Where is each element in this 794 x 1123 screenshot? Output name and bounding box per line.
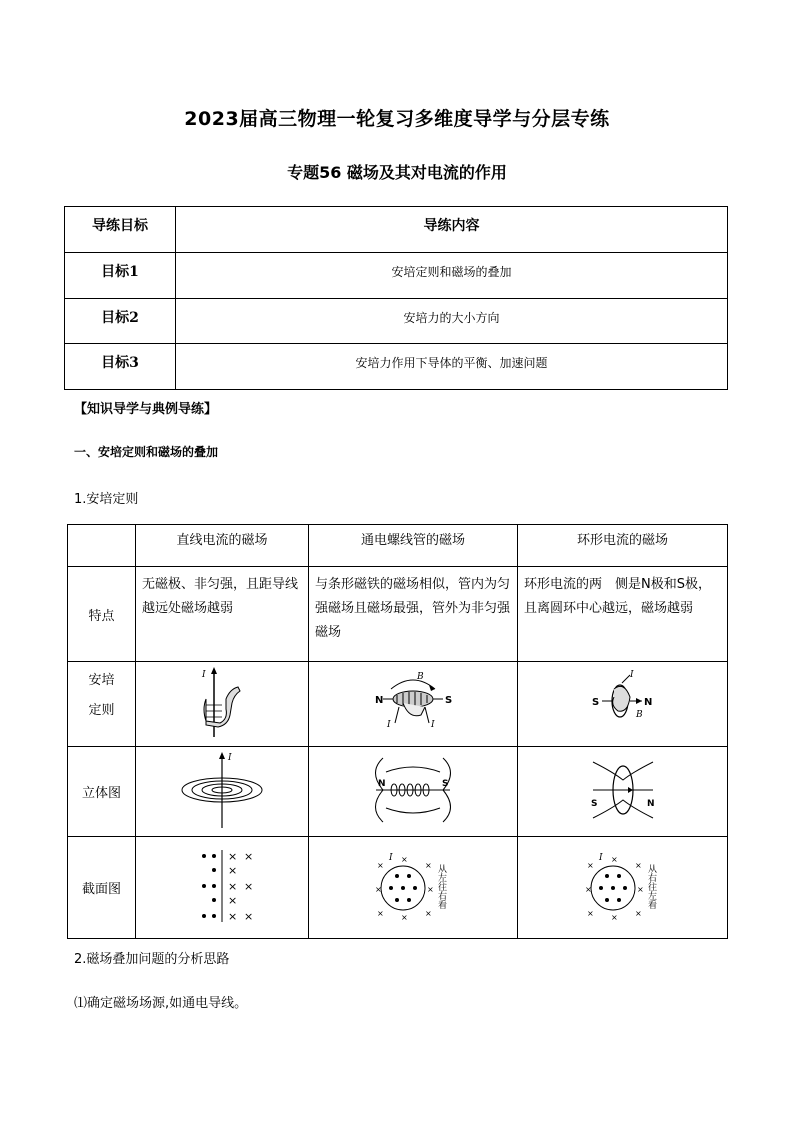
- row-label-cross-section: 截面图: [68, 837, 136, 939]
- svg-text:×: ×: [228, 893, 238, 907]
- north-label: N: [375, 695, 384, 706]
- field-label: B: [635, 710, 643, 720]
- svg-text:×: ×: [375, 884, 382, 894]
- magnetic-field-table: [67, 524, 728, 939]
- svg-text:×: ×: [244, 879, 254, 893]
- empty-corner-cell: [68, 525, 136, 567]
- goal-label: 目标3: [65, 344, 176, 390]
- col-solenoid-header: 通电螺线管的磁场: [309, 525, 518, 567]
- ring-3d-figure: [518, 747, 728, 837]
- ring-hand-figure: [518, 662, 728, 747]
- north-label: N: [643, 697, 652, 708]
- current-label: I: [598, 852, 603, 863]
- goals-row: [65, 344, 728, 390]
- current-label: I: [387, 720, 391, 730]
- feature-straight: 无磁极、非匀强，且距导线越远处磁场越弱: [136, 567, 309, 662]
- straight-section-figure: [136, 837, 309, 939]
- goals-col2-header: 导练内容: [176, 207, 728, 253]
- south-label: S: [442, 778, 449, 789]
- svg-text:×: ×: [244, 909, 254, 923]
- ampere-label-line2: 定则: [88, 703, 115, 718]
- current-label: I: [389, 852, 393, 863]
- field-label: B: [417, 672, 424, 682]
- svg-text:×: ×: [228, 879, 238, 893]
- concentric-field-lines-icon: [172, 750, 272, 830]
- 3d-view-row: [68, 747, 728, 837]
- goal-content: 安培定则和磁场的叠加: [176, 252, 728, 298]
- goal-content: 安培力作用下导体的平衡、加速问题: [176, 344, 728, 390]
- svg-text:×: ×: [610, 854, 618, 864]
- goals-header-row: [65, 207, 728, 253]
- goal-content: 安培力的大小方向: [176, 298, 728, 344]
- topic-subtitle: 专题56 磁场及其对电流的作用: [287, 163, 507, 182]
- north-label: N: [378, 778, 386, 789]
- feature-solenoid: 与条形磁铁的磁场相似，管内为匀强磁场且磁场最强，管外为非匀强磁场: [309, 567, 518, 662]
- right-hand-ring-icon: [578, 667, 668, 737]
- svg-text:×: ×: [636, 884, 644, 894]
- ampere-label-line1: 安培: [88, 673, 115, 688]
- north-label: N: [646, 798, 655, 809]
- item-one-heading: 1.安培定则: [74, 492, 139, 507]
- south-label: S: [590, 798, 597, 809]
- straight-3d-figure: [136, 747, 309, 837]
- goals-row: [65, 252, 728, 298]
- view-direction-label: 从右往左看: [645, 863, 656, 909]
- goals-row: [65, 298, 728, 344]
- svg-text:×: ×: [377, 908, 384, 918]
- svg-text:×: ×: [228, 849, 238, 863]
- ampere-rule-row: [68, 662, 728, 747]
- svg-text:×: ×: [586, 908, 594, 918]
- current-label: I: [629, 670, 634, 680]
- straight-hand-figure: [136, 662, 309, 747]
- ring-section-icon: [573, 848, 673, 924]
- ring-field-lines-icon: [573, 752, 673, 828]
- paragraph-2: 2.磁场叠加问题的分析思路: [74, 952, 230, 967]
- current-label: I: [431, 720, 435, 730]
- svg-text:×: ×: [377, 860, 384, 870]
- cross-section-row: [68, 837, 728, 939]
- svg-text:×: ×: [586, 860, 594, 870]
- svg-text:×: ×: [425, 908, 432, 918]
- paragraph-2-1: ⑴确定磁场场源,如通电导线。: [74, 996, 248, 1011]
- row-label-3d: 立体图: [68, 747, 136, 837]
- field-table-header-row: [68, 525, 728, 567]
- solenoid-hand-figure: [309, 662, 518, 747]
- document-title: 2023届高三物理一轮复习多维度导学与分层专练: [184, 108, 610, 130]
- dots-and-crosses-icon: [182, 848, 262, 924]
- right-hand-straight-wire-icon: [192, 665, 252, 739]
- goals-table: [64, 206, 728, 390]
- ring-section-figure: [518, 837, 728, 939]
- col-ring-header: 环形电流的磁场: [518, 525, 728, 567]
- solenoid-3d-figure: [309, 747, 518, 837]
- svg-text:×: ×: [401, 854, 408, 864]
- svg-text:×: ×: [634, 908, 642, 918]
- view-direction-label: 从左往右看: [436, 863, 446, 909]
- features-row: [68, 567, 728, 662]
- current-label: I: [228, 752, 232, 763]
- svg-text:×: ×: [427, 884, 434, 894]
- svg-text:×: ×: [425, 860, 432, 870]
- south-label: S: [591, 697, 599, 708]
- col-straight-header: 直线电流的磁场: [136, 525, 309, 567]
- current-label: I: [202, 670, 206, 680]
- row-label-ampere: [68, 662, 136, 747]
- part-one-heading: 一、安培定则和磁场的叠加: [74, 445, 219, 459]
- svg-text:×: ×: [228, 909, 238, 923]
- solenoid-section-icon: [363, 848, 463, 924]
- feature-ring: 环形电流的两 侧是N极和S极，且离圆环中心越远，磁场越弱: [518, 567, 728, 662]
- solenoid-section-figure: [309, 837, 518, 939]
- section-heading: 【知识导学与典例导练】: [74, 402, 218, 417]
- right-hand-solenoid-icon: [363, 667, 463, 737]
- solenoid-field-lines-icon: [358, 752, 468, 828]
- svg-text:×: ×: [584, 884, 592, 894]
- svg-text:×: ×: [244, 849, 254, 863]
- goals-col1-header: 导练目标: [65, 207, 176, 253]
- goal-label: 目标1: [65, 252, 176, 298]
- south-label: S: [445, 695, 453, 706]
- svg-text:×: ×: [401, 912, 408, 922]
- svg-text:×: ×: [228, 863, 238, 877]
- row-label-features: 特点: [68, 567, 136, 662]
- goal-label: 目标2: [65, 298, 176, 344]
- svg-text:×: ×: [610, 912, 618, 922]
- svg-text:×: ×: [634, 860, 642, 870]
